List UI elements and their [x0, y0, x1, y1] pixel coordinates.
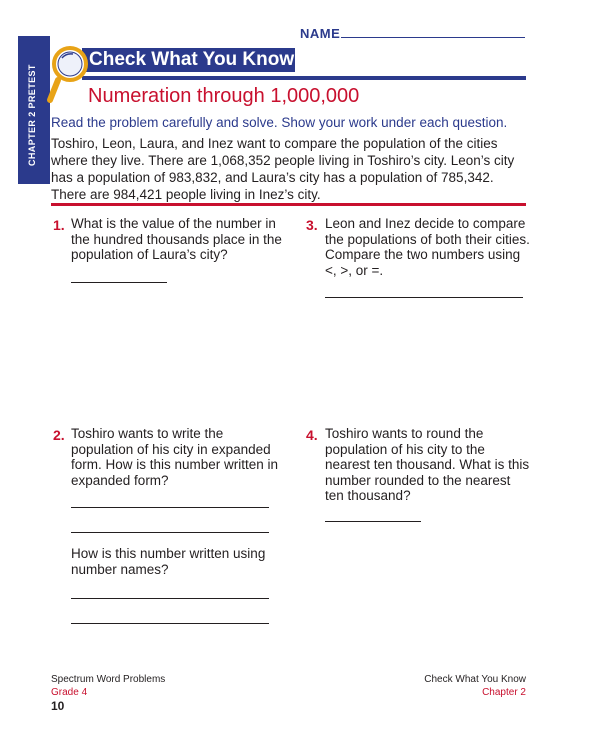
question-2-number: 2.: [53, 427, 65, 443]
footer-chapter: Chapter 2: [482, 687, 526, 698]
title-rule: [82, 76, 526, 80]
side-tab-label: CHAPTER 2 PRETEST: [27, 64, 37, 166]
question-4-number: 4.: [306, 427, 318, 443]
question-2-answer-line-1[interactable]: [71, 507, 269, 508]
section-subtitle: Numeration through 1,000,000: [88, 85, 360, 107]
page-number: 10: [51, 699, 65, 713]
question-4-answer-line[interactable]: [325, 521, 421, 522]
section-divider: [51, 203, 526, 206]
question-1-answer-line[interactable]: [71, 282, 167, 283]
page-title: Check What You Know: [89, 49, 295, 70]
question-3-answer-line[interactable]: [325, 297, 523, 298]
question-2-answer-line-2[interactable]: [71, 532, 269, 533]
question-1-number: 1.: [53, 217, 65, 233]
question-3-number: 3.: [306, 217, 318, 233]
name-label: NAME: [300, 26, 341, 41]
question-1-text: What is the value of the number in the hundred thousands place in the population of Laura’s city?: [71, 216, 282, 262]
question-3-text: Leon and Inez decide to compare the populations of both their cities. Compare the two numbers using <, >, or =.: [325, 216, 530, 278]
question-2-followup-text: How is this number written using number names?: [71, 546, 266, 577]
question-2-text: Toshiro wants to write the population of his city in expanded form. How is this number written in expanded form?: [71, 426, 279, 488]
question-2-followup-answer-line-2[interactable]: [71, 623, 269, 624]
footer-section-title: Check What You Know: [424, 674, 526, 685]
footer-left: [51, 673, 165, 699]
question-4-text: Toshiro wants to round the population of his city to the nearest ten thousand. What is this number rounded to the nearest ten thousand?: [325, 426, 530, 503]
question-2-followup-answer-line-1[interactable]: [71, 598, 269, 599]
footer-book-title: Spectrum Word Problems: [51, 674, 166, 685]
footer-right: [370, 673, 526, 699]
magnifying-glass-icon: [46, 44, 92, 104]
footer-grade: Grade 4: [51, 687, 88, 698]
name-field-line[interactable]: [341, 37, 525, 38]
problem-statement: Toshiro, Leon, Laura, and Inez want to compare the population of the cities where they live. There are 1,068,352 people living in Toshiro’s city. Leon’s city has a population of 983,832, and Laura’s city has a population of 785,342. There are 984,421 people living in Inez’s city.: [51, 136, 515, 202]
instructions: Read the problem carefully and solve. Show your work under each question.: [51, 115, 508, 130]
